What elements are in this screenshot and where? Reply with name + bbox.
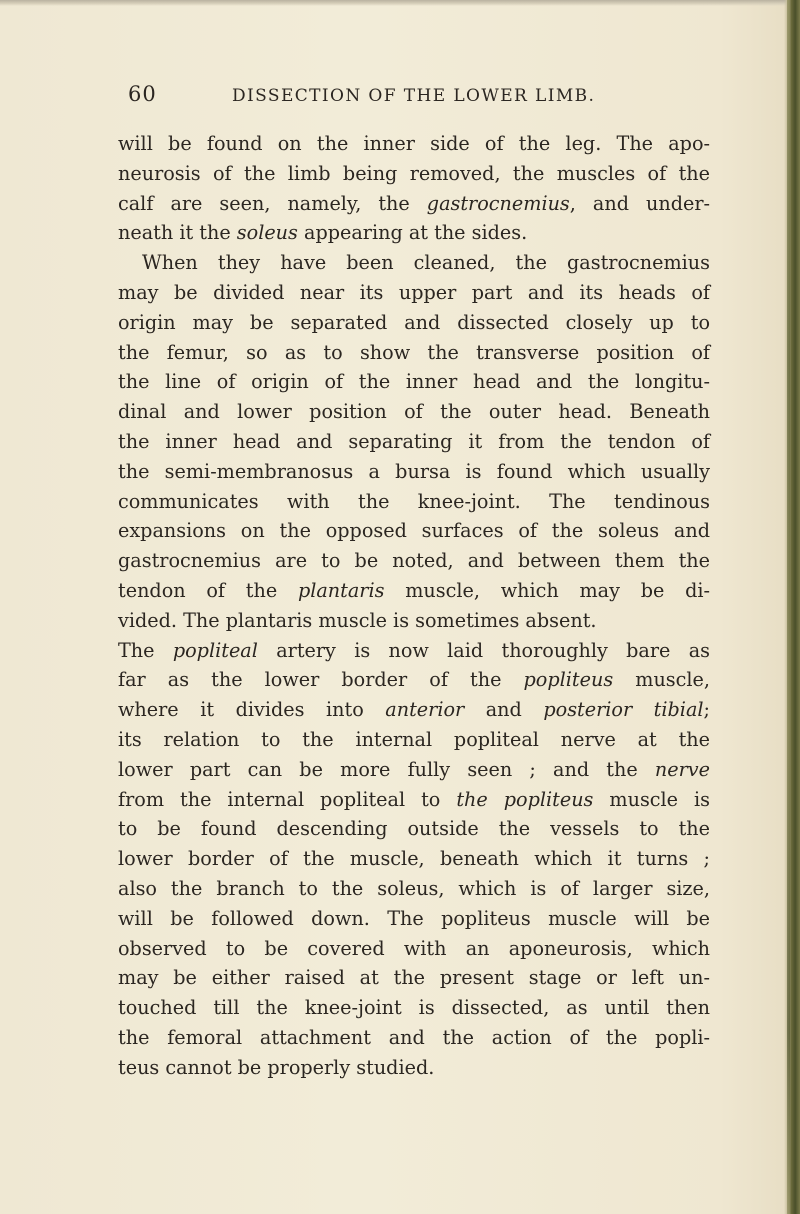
italic-term: plantaris <box>297 578 385 602</box>
italic-term: nerve <box>654 757 710 781</box>
text-line: where it divides into anterior and posterior tibial; <box>118 698 710 722</box>
text-line: also the branch to the soleus, which is of larger size, <box>118 876 710 900</box>
text-line: teus cannot be properly studied. <box>118 1055 435 1079</box>
text-line: dinal and lower position of the outer head. Beneath <box>118 400 710 424</box>
text-line: touched till the knee-joint is dissected, as until then <box>118 996 710 1020</box>
page-binding-shadow <box>787 0 790 1214</box>
italic-term: the popliteus <box>456 787 594 811</box>
text-line: will be found on the inner side of the leg. The apo- <box>118 132 710 155</box>
text-line: the femur, so as to show the transverse position of <box>118 340 710 364</box>
text-line: will be followed down. The popliteus muscle will be <box>118 906 710 930</box>
text-line: may be either raised at the present stage or left un- <box>118 966 710 990</box>
text-line: the femoral attachment and the action of the popli- <box>118 1025 710 1049</box>
text-line: expansions on the opposed surfaces of the soleus and <box>118 519 710 543</box>
italic-term: soleus <box>236 221 298 245</box>
text-line: the line of origin of the inner head and the longitu- <box>118 370 710 394</box>
page-number: 60 <box>128 82 157 106</box>
text-line: from the internal popliteal to the popliteus muscle is <box>118 787 710 811</box>
text-line: lower part can be more fully seen ; and the nerve <box>118 757 710 781</box>
italic-term: gastrocnemius <box>426 191 570 215</box>
text-line: tendon of the plantaris muscle, which may be di- <box>118 578 710 602</box>
text-line: The popliteal artery is now laid thoroughly bare as <box>118 638 710 662</box>
text-line: neath it the soleus appearing at the sides. <box>118 221 528 245</box>
text-line: lower border of the muscle, beneath which it turns ; <box>118 847 710 871</box>
text-line: communicates with the knee-joint. The tendinous <box>118 489 710 513</box>
text-line: vided. The plantaris muscle is sometimes absent. <box>118 608 597 632</box>
text-line: calf are seen, namely, the gastrocnemius, and under- <box>118 191 710 215</box>
italic-term: popliteus <box>523 668 614 692</box>
text-line: its relation to the internal popliteal nerve at the <box>118 727 710 751</box>
text-line: the inner head and separating it from the tendon of <box>118 429 710 453</box>
text-line: observed to be covered with an aponeurosis, which <box>118 936 710 960</box>
body-text <box>118 129 710 1083</box>
running-head: DISSECTION OF THE LOWER LIMB. <box>232 86 596 106</box>
italic-term: posterior tibial <box>543 698 704 722</box>
text-line: to be found descending outside the vessels to the <box>118 817 710 841</box>
text-line: neurosis of the limb being removed, the muscles of the <box>118 161 710 185</box>
text-line: gastrocnemius are to be noted, and between them the <box>118 549 710 573</box>
text-line: origin may be separated and dissected closely up to <box>118 310 710 334</box>
text-line: the semi-membranosus a bursa is found which usually <box>118 459 710 483</box>
text-line: may be divided near its upper part and its heads of <box>118 280 710 304</box>
text-line: far as the lower border of the popliteus muscle, <box>118 668 710 692</box>
page-top-edge <box>0 0 800 6</box>
text-line: When they have been cleaned, the gastrocnemius <box>142 251 710 275</box>
italic-term: anterior <box>385 698 465 722</box>
italic-term: popliteal <box>172 638 258 662</box>
page-header <box>0 82 800 112</box>
